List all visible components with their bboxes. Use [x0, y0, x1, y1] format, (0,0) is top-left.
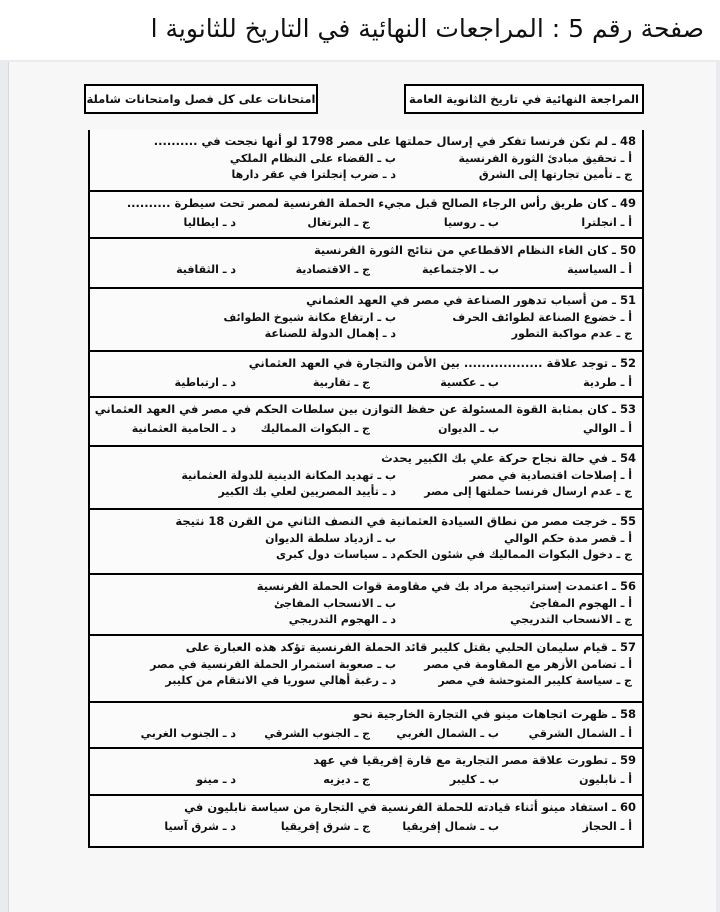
answer-option: ج ـ الجنوب الشرقي — [264, 727, 370, 740]
answer-option: د ـ تأييد المصريين لعلي بك الكبير — [218, 485, 396, 498]
question-stem: 48 ـ لم تكن فرنسا تفكر في إرسال حملتها على مصر 1798 لو أنها نجحت في .......... — [153, 134, 636, 148]
answer-option: أ ـ طردية — [583, 376, 632, 389]
answer-option: ج ـ الانسحاب التدريجي — [510, 613, 632, 626]
question-59 — [88, 749, 644, 796]
answer-option: د ـ ارتباطية — [174, 376, 236, 389]
header-box-review-title: المراجعة النهائية في تاريخ الثانوية العامة — [404, 84, 644, 114]
question-stem: 49 ـ كان طريق رأس الرجاء الصالح قبل مجيء الحملة الفرنسية لمصر تحت سيطرة .......... — [126, 196, 636, 210]
answer-option: د ـ سياسات دول كبرى — [275, 548, 396, 561]
top-bar — [0, 0, 720, 60]
answer-option: ب ـ عكسية — [440, 376, 499, 389]
question-55 — [88, 510, 644, 575]
answer-option: ج ـ البكوات المماليك — [260, 422, 370, 435]
answer-option: ج ـ سياسة كليبر المتوحشة في مصر — [438, 674, 632, 687]
answer-option: أ ـ الشمال الشرقي — [528, 727, 632, 740]
answer-option: ب ـ الديوان — [438, 422, 499, 435]
answer-option: أ ـ إصلاحات اقتصادية في مصر — [469, 469, 632, 482]
question-49 — [88, 192, 644, 239]
answer-option: د ـ ايطاليا — [183, 216, 236, 229]
answer-option: د ـ الهجوم التدريجي — [288, 613, 396, 626]
question-58 — [88, 703, 644, 749]
answer-option: ب ـ الاجتماعية — [421, 263, 499, 276]
answer-option: ج ـ عدم مواكبة التطور — [511, 327, 632, 340]
answer-option: ج ـ تقاربية — [312, 376, 370, 389]
answer-option: ب ـ القضاء على النظام الملكي — [229, 152, 396, 165]
answer-option: د ـ الثقافية — [176, 263, 236, 276]
answer-option: ج ـ ديزيه — [323, 773, 370, 786]
answer-option: ج ـ البرتغال — [307, 216, 370, 229]
question-stem: 60 ـ استفاد مينو أثناء قيادته للحملة الفرنسية في التجارة من سياسة نابليون في — [184, 800, 636, 814]
answer-option: أ ـ الحجاز — [582, 820, 632, 833]
question-stem: 59 ـ تطورت علاقة مصر التجارية مع قارة إفريقيا في عهد — [313, 753, 636, 767]
question-stem: 57 ـ قيام سليمان الحلبي بقتل كليبر قائد الحملة الفرنسية تؤكد هذه العبارة على — [185, 640, 636, 654]
question-stem: 52 ـ توجد علاقة .................. بين الأمن والتجارة في العهد العثماني — [248, 356, 636, 370]
answer-option: أ ـ تضامن الأزهر مع المقاومة في مصر — [424, 658, 632, 671]
answer-option: أ ـ الوالي — [582, 422, 632, 435]
question-53 — [88, 398, 644, 447]
question-57 — [88, 636, 644, 703]
answer-option: ب ـ الشمال الغربي — [396, 727, 499, 740]
answer-option: ج ـ الاقتصادية — [295, 263, 370, 276]
answer-option: د ـ شرق آسيا — [164, 820, 236, 833]
answer-option: ب ـ ارتفاع مكانة شيوخ الطوائف — [223, 311, 396, 324]
answer-option: د ـ مينو — [196, 773, 236, 786]
answer-option: ج ـ دخول البكوات المماليك في شئون الحكم — [396, 548, 632, 561]
question-stem: 56 ـ اعتمدت إستراتيجية مراد بك في مقاومة قوات الحملة الفرنسية — [256, 579, 636, 593]
answer-option: ب ـ ازدياد سلطة الديوان — [265, 532, 396, 545]
header-box-exams-title: امتحانات على كل فصل وامتحانات شاملة — [84, 84, 318, 114]
answer-option: ب ـ صعوبة استمرار الحملة الفرنسية في مصر — [150, 658, 396, 671]
answer-option: أ ـ تحقيق مبادئ الثورة الفرنسية — [458, 152, 632, 165]
answer-option: أ ـ السياسية — [567, 263, 632, 276]
answer-option: أ ـ نابليون — [579, 773, 632, 786]
answer-option: أ ـ خضوع الصناعة لطوائف الحرف — [452, 311, 632, 324]
answer-option: ج ـ شرق إفريقيا — [280, 820, 370, 833]
question-stem: 55 ـ خرجت مصر من نطاق السيادة العثمانية في النصف الثاني من القرن 18 نتيجة — [175, 514, 636, 528]
answer-option: د ـ رغبة أهالي سوريا في الانتقام من كليبر — [165, 674, 396, 687]
question-50 — [88, 239, 644, 289]
answer-option: د ـ الجنوب الغربي — [140, 727, 236, 740]
question-52 — [88, 352, 644, 398]
question-56 — [88, 575, 644, 636]
answer-option: د ـ ضرب إنجلترا في عقر دارها — [231, 168, 396, 181]
question-stem: 53 ـ كان بمثابة القوة المسئولة عن حفظ التوازن بين سلطات الحكم في مصر في العهد العثماني — [94, 402, 636, 416]
answer-option: ب ـ الانسحاب المفاجئ — [273, 597, 396, 610]
answer-option: ج ـ عدم ارسال فرنسا حملتها إلى مصر — [424, 485, 632, 498]
answer-option: ب ـ روسيا — [443, 216, 499, 229]
question-51 — [88, 289, 644, 352]
question-stem: 58 ـ ظهرت اتجاهات مينو في التجارة الخارجية نحو — [353, 707, 636, 721]
answer-option: د ـ الحامية العثمانية — [131, 422, 236, 435]
page-title: صفحة رقم 5 : المراجعات النهائية في التاريخ للثانوية ا — [150, 14, 704, 43]
question-60 — [88, 796, 644, 848]
question-stem: 54 ـ في حالة نجاح حركة علي بك الكبير يحدث — [381, 451, 636, 465]
answer-option: أ ـ الهجوم المفاجئ — [529, 597, 632, 610]
answer-option: أ ـ قصر مدة حكم الوالي — [504, 532, 632, 545]
question-48 — [88, 130, 644, 192]
question-54 — [88, 447, 644, 510]
question-stem: 50 ـ كان الغاء النظام الاقطاعي من نتائج الثورة الفرنسية — [313, 243, 636, 257]
question-stem: 51 ـ من أسباب تدهور الصناعة في مصر في العهد العثماني — [306, 293, 636, 307]
answer-option: ج ـ تأمين تجارتها إلى الشرق — [478, 168, 632, 181]
answer-option: د ـ إهمال الدولة للصناعة — [264, 327, 396, 340]
answer-option: ب ـ تهديد المكانة الدينية للدولة العثمانية — [181, 469, 396, 482]
answer-option: ب ـ كليبر — [449, 773, 499, 786]
answer-option: أ ـ انجلترا — [581, 216, 632, 229]
answer-option: ب ـ شمال إفريقيا — [402, 820, 499, 833]
